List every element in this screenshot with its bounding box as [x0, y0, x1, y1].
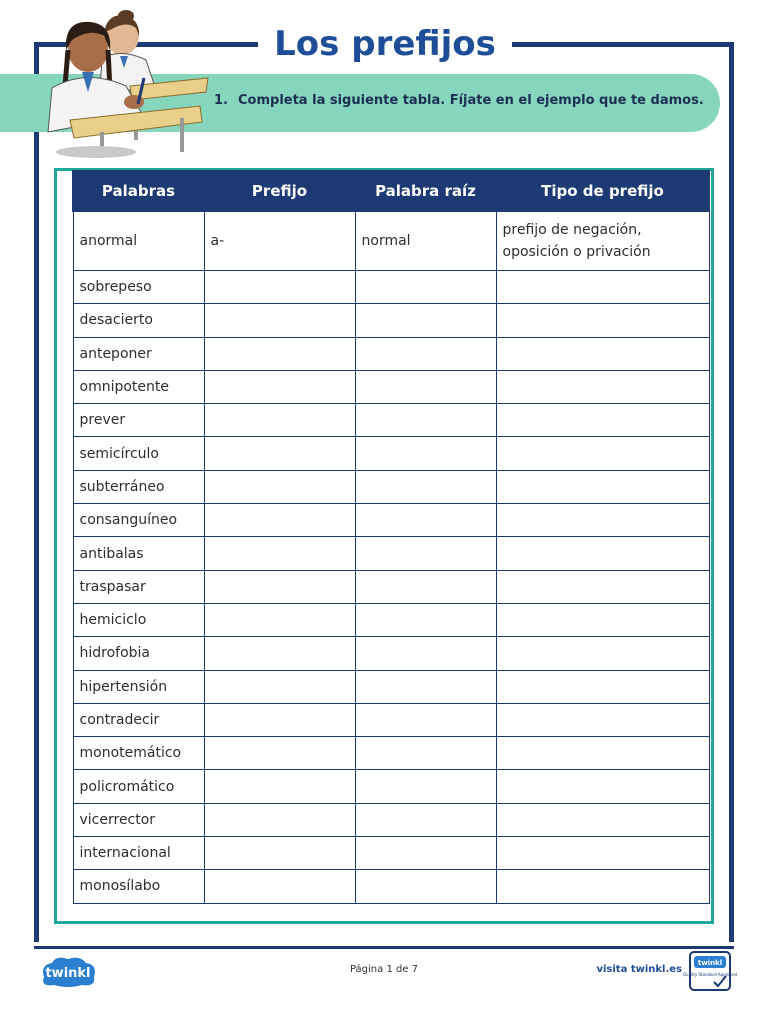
word-cell: sobrepeso	[73, 271, 204, 304]
type-cell[interactable]	[496, 304, 709, 337]
footer-rule	[34, 946, 734, 949]
table-row	[73, 703, 709, 736]
word-cell: subterráneo	[73, 470, 204, 503]
prefix-cell[interactable]	[204, 670, 355, 703]
quality-badge	[682, 950, 738, 992]
word-cell: semicírculo	[73, 437, 204, 470]
root-cell[interactable]	[355, 870, 496, 903]
table-row	[73, 670, 709, 703]
prefix-cell[interactable]	[204, 637, 355, 670]
table-row	[73, 803, 709, 836]
type-cell[interactable]	[496, 603, 709, 636]
prefix-cell[interactable]	[204, 603, 355, 636]
word-cell: omnipotente	[73, 370, 204, 403]
root-cell[interactable]	[355, 404, 496, 437]
word-cell: vicerrector	[73, 803, 204, 836]
type-cell[interactable]	[496, 837, 709, 870]
table-row	[73, 603, 709, 636]
badge-text: twinkl	[697, 959, 723, 967]
prefix-table	[72, 170, 710, 904]
type-cell[interactable]	[496, 737, 709, 770]
prefix-cell[interactable]	[204, 737, 355, 770]
column-header-palabras: Palabras	[73, 171, 204, 211]
prefix-cell[interactable]	[204, 370, 355, 403]
type-cell[interactable]	[496, 470, 709, 503]
table-row	[73, 504, 709, 537]
table-row	[73, 837, 709, 870]
type-cell[interactable]	[496, 870, 709, 903]
prefix-cell[interactable]	[204, 337, 355, 370]
type-cell[interactable]	[496, 770, 709, 803]
instruction-text: Completa la siguiente tabla. Fíjate en el ejemplo que te damos.	[238, 93, 704, 108]
root-cell[interactable]	[355, 470, 496, 503]
word-cell: hidrofobia	[73, 637, 204, 670]
type-cell[interactable]	[496, 437, 709, 470]
example-type-line2: oposición o privación	[502, 244, 651, 260]
table-row	[73, 470, 709, 503]
root-cell[interactable]	[355, 570, 496, 603]
example-prefix: a-	[204, 211, 355, 271]
visit-link[interactable]: visita twinkl.es	[596, 964, 682, 975]
root-cell[interactable]	[355, 504, 496, 537]
root-cell[interactable]	[355, 803, 496, 836]
prefix-cell[interactable]	[204, 570, 355, 603]
word-cell: monotemático	[73, 737, 204, 770]
prefix-cell[interactable]	[204, 271, 355, 304]
word-cell: hemiciclo	[73, 603, 204, 636]
example-row	[73, 211, 709, 271]
root-cell[interactable]	[355, 737, 496, 770]
word-cell: internacional	[73, 837, 204, 870]
prefix-cell[interactable]	[204, 437, 355, 470]
page-title: Los prefijos	[274, 24, 496, 64]
word-cell: contradecir	[73, 703, 204, 736]
page-number: Página 1 de 7	[349, 964, 419, 975]
logo-text: twinkl	[45, 966, 91, 981]
word-cell: prever	[73, 404, 204, 437]
prefix-cell[interactable]	[204, 504, 355, 537]
type-cell[interactable]	[496, 504, 709, 537]
root-cell[interactable]	[355, 670, 496, 703]
type-cell[interactable]	[496, 337, 709, 370]
root-cell[interactable]	[355, 337, 496, 370]
prefix-cell[interactable]	[204, 404, 355, 437]
word-cell: antibalas	[73, 537, 204, 570]
example-type	[496, 211, 709, 271]
prefix-table-container	[72, 170, 710, 924]
column-header-prefijo: Prefijo	[204, 171, 355, 211]
root-cell[interactable]	[355, 271, 496, 304]
type-cell[interactable]	[496, 637, 709, 670]
root-cell[interactable]	[355, 703, 496, 736]
word-cell: traspasar	[73, 570, 204, 603]
type-cell[interactable]	[496, 370, 709, 403]
table-header-row	[73, 171, 709, 211]
word-cell: consanguíneo	[73, 504, 204, 537]
instruction-number: 1.	[214, 93, 228, 108]
root-cell[interactable]	[355, 770, 496, 803]
example-type-line1: prefijo de negación,	[502, 222, 642, 238]
table-row	[73, 437, 709, 470]
column-header-palabra-raiz: Palabra raíz	[355, 171, 496, 211]
column-header-tipo-de-prefijo: Tipo de prefijo	[496, 171, 709, 211]
prefix-cell[interactable]	[204, 470, 355, 503]
word-cell: policromático	[73, 770, 204, 803]
example-root: normal	[355, 211, 496, 271]
type-cell[interactable]	[496, 271, 709, 304]
word-cell: hipertensión	[73, 670, 204, 703]
root-cell[interactable]	[355, 637, 496, 670]
root-cell[interactable]	[355, 603, 496, 636]
table-row	[73, 637, 709, 670]
root-cell[interactable]	[355, 437, 496, 470]
table-row	[73, 737, 709, 770]
root-cell[interactable]	[355, 304, 496, 337]
example-word: anormal	[73, 211, 204, 271]
type-cell[interactable]	[496, 404, 709, 437]
root-cell[interactable]	[355, 837, 496, 870]
prefix-cell[interactable]	[204, 870, 355, 903]
prefix-cell[interactable]	[204, 304, 355, 337]
table-row	[73, 537, 709, 570]
type-cell[interactable]	[496, 570, 709, 603]
table-row	[73, 570, 709, 603]
root-cell[interactable]	[355, 537, 496, 570]
root-cell[interactable]	[355, 370, 496, 403]
type-cell[interactable]	[496, 803, 709, 836]
table-row	[73, 370, 709, 403]
table-row	[73, 304, 709, 337]
prefix-cell[interactable]	[204, 837, 355, 870]
word-cell: anteponer	[73, 337, 204, 370]
prefix-cell[interactable]	[204, 703, 355, 736]
word-cell: monosílabo	[73, 870, 204, 903]
instruction	[214, 74, 704, 132]
word-cell: desacierto	[73, 304, 204, 337]
type-cell[interactable]	[496, 670, 709, 703]
table-row	[73, 271, 709, 304]
prefix-cell[interactable]	[204, 537, 355, 570]
badge-subtext: Quality Standard Approved	[682, 972, 738, 977]
table-row	[73, 770, 709, 803]
students-illustration	[30, 6, 210, 158]
prefix-cell[interactable]	[204, 803, 355, 836]
type-cell[interactable]	[496, 537, 709, 570]
table-row	[73, 404, 709, 437]
type-cell[interactable]	[496, 703, 709, 736]
table-row	[73, 870, 709, 903]
prefix-cell[interactable]	[204, 770, 355, 803]
table-row	[73, 337, 709, 370]
